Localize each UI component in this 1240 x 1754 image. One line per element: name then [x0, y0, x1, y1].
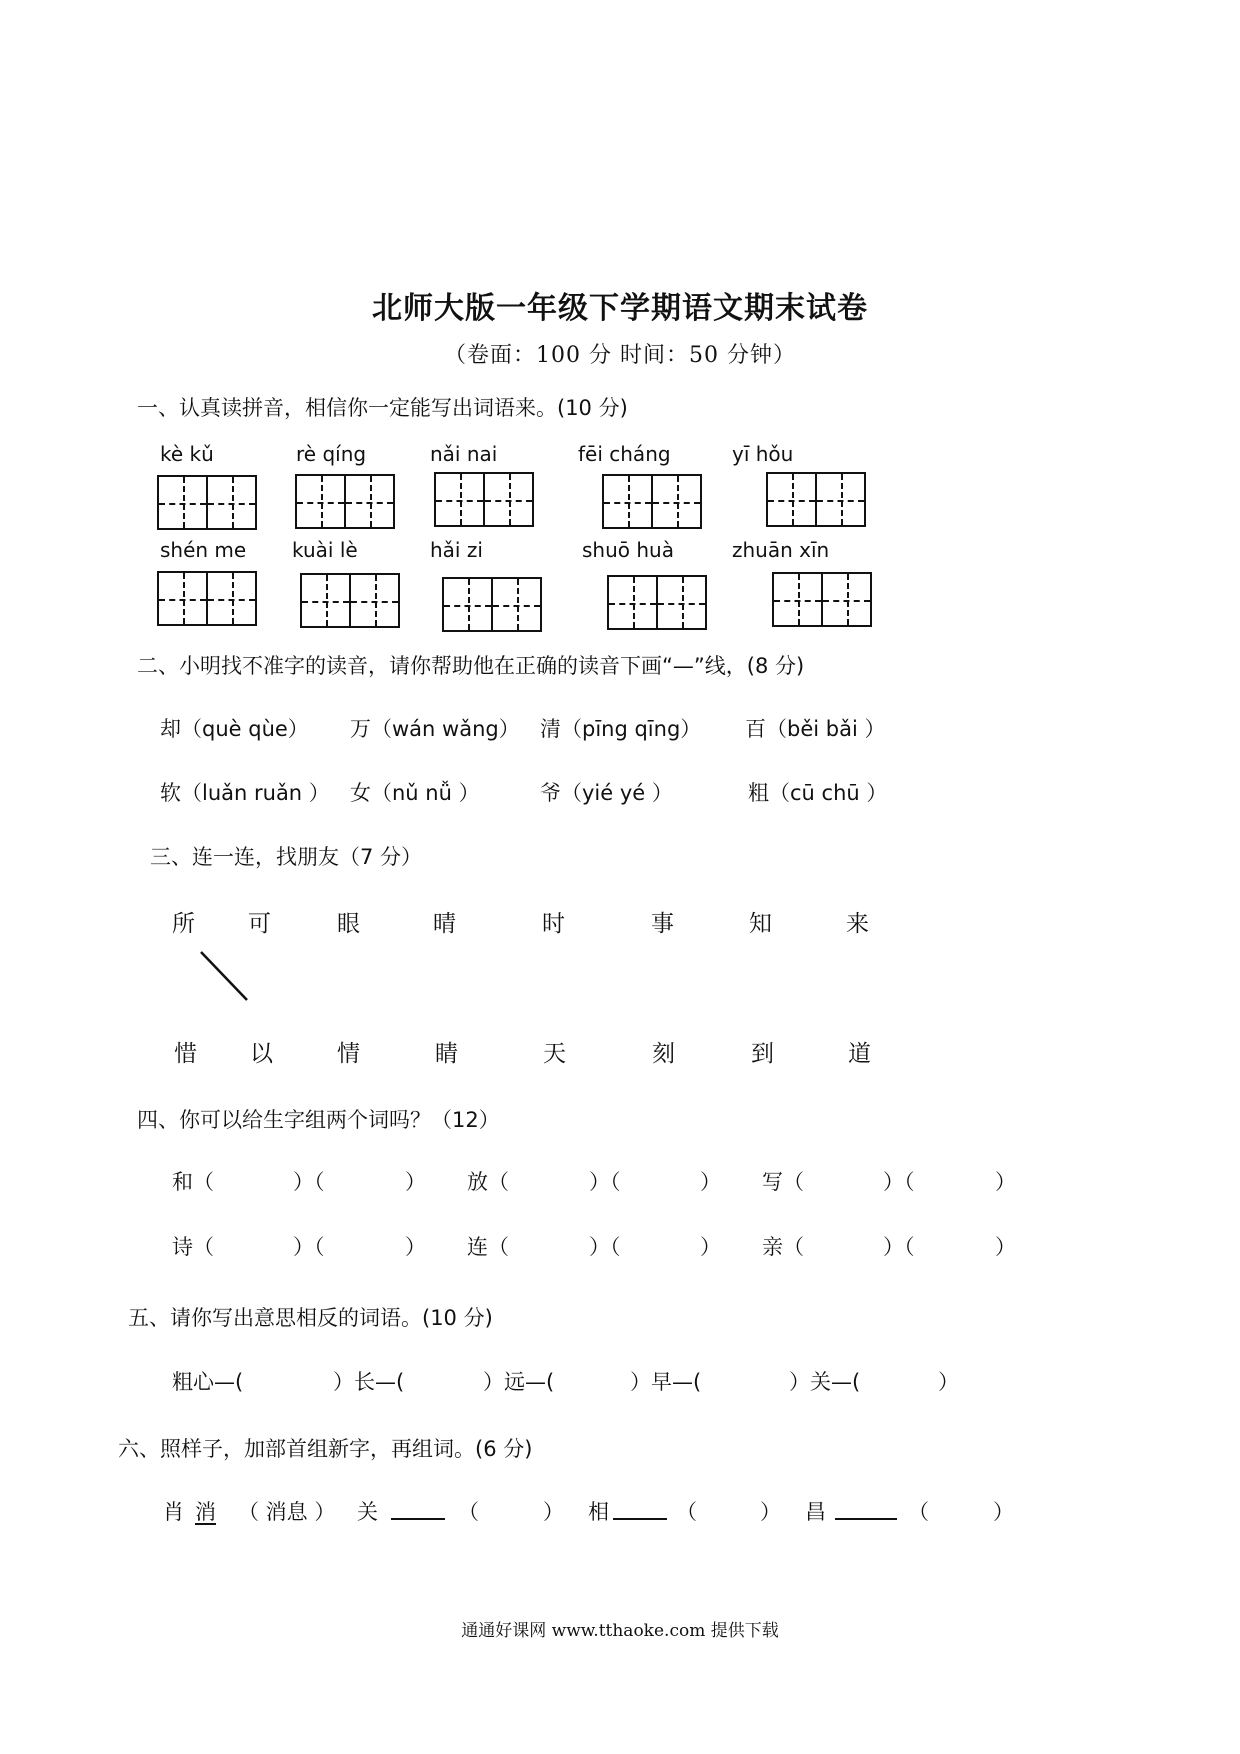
match-char-top[interactable]: 眼: [337, 911, 360, 937]
reading-choice[interactable]: 万（wán wǎng）: [350, 717, 520, 741]
match-char-bottom[interactable]: 情: [337, 1041, 360, 1067]
match-char-top[interactable]: 所: [172, 911, 195, 937]
section-6-title: 六、照样子，加部首组新字，再组词。(6 分): [118, 1437, 533, 1461]
word-blank-open[interactable]: （: [458, 1500, 479, 1524]
antonym-blank-close[interactable]: ）: [938, 1370, 959, 1394]
reading-choice[interactable]: 爷（yié yé ）: [540, 781, 673, 805]
word-blank-close[interactable]: ）: [405, 1170, 426, 1194]
pinyin-label: fēi cháng: [578, 442, 671, 466]
new-char-blank[interactable]: [391, 1500, 445, 1520]
writing-grid[interactable]: [766, 472, 866, 527]
word-blank-open[interactable]: （: [908, 1500, 929, 1524]
antonym-blank[interactable]: ）长—(: [333, 1370, 405, 1394]
word-blank-close[interactable]: ）: [995, 1235, 1016, 1259]
pinyin-label: shén me: [160, 538, 247, 562]
reading-choice[interactable]: 清（pīng qīng）: [540, 717, 702, 741]
pinyin-label: rè qíng: [296, 442, 367, 466]
section-2-title: 二、小明找不准字的读音，请你帮助他在正确的读音下画“—”线，(8 分): [137, 654, 805, 678]
writing-grid[interactable]: [442, 577, 542, 632]
reading-choice[interactable]: 却（què qùe）: [160, 717, 309, 741]
word-blank-close[interactable]: ）: [700, 1235, 721, 1259]
word-blank-open[interactable]: 连（: [467, 1235, 509, 1259]
word-blank-open[interactable]: 和（: [172, 1170, 214, 1194]
example-new-char: 消: [195, 1500, 216, 1524]
word-blank-close[interactable]: ）: [405, 1235, 426, 1259]
example-word: （ 消息 ）: [238, 1500, 336, 1524]
writing-grid[interactable]: [607, 575, 707, 630]
writing-grid[interactable]: [157, 571, 257, 626]
word-blank-open[interactable]: 诗（: [172, 1235, 214, 1259]
example-char: 肖: [163, 1500, 184, 1524]
writing-grid[interactable]: [295, 474, 395, 529]
base-char: 相: [588, 1500, 609, 1524]
match-char-bottom[interactable]: 以: [250, 1041, 273, 1067]
word-blank-open[interactable]: 放（: [467, 1170, 509, 1194]
section-3-title: 三、连一连，找朋友（7 分）: [150, 845, 423, 869]
pinyin-label: hǎi zi: [430, 538, 483, 562]
base-char: 关: [357, 1500, 378, 1524]
writing-grid[interactable]: [157, 475, 257, 530]
writing-grid[interactable]: [772, 572, 872, 627]
new-char-blank[interactable]: [835, 1500, 897, 1520]
match-char-top[interactable]: 知: [749, 911, 772, 937]
word-blank-close[interactable]: ）: [993, 1500, 1014, 1524]
base-char: 昌: [805, 1500, 826, 1524]
match-char-bottom[interactable]: 惜: [174, 1041, 197, 1067]
antonym-blank[interactable]: ）远—(: [483, 1370, 555, 1394]
match-char-top[interactable]: 事: [651, 911, 674, 937]
word-blank-close[interactable]: ）: [700, 1170, 721, 1194]
word-blank-close[interactable]: ）: [995, 1170, 1016, 1194]
word-blank-open[interactable]: 写（: [762, 1170, 804, 1194]
page-title: 北师大版一年级下学期语文期末试卷: [372, 291, 868, 326]
section-4-title: 四、你可以给生字组两个词吗？（12）: [137, 1108, 500, 1132]
new-char-blank[interactable]: [613, 1500, 667, 1520]
word-blank-mid[interactable]: ）（: [293, 1235, 325, 1259]
example-connecting-line: [195, 940, 255, 1005]
antonym-blank[interactable]: ）关—(: [789, 1370, 861, 1394]
match-char-top[interactable]: 晴: [433, 911, 456, 937]
word-blank-mid[interactable]: ）（: [589, 1235, 621, 1259]
exam-info: （卷面：100 分 时间：50 分钟）: [444, 343, 796, 368]
pinyin-label: nǎi nai: [430, 442, 498, 466]
reading-choice[interactable]: 软（luǎn ruǎn ）: [160, 781, 330, 805]
pinyin-label: shuō huà: [582, 538, 674, 562]
match-char-bottom[interactable]: 到: [751, 1041, 774, 1067]
word-blank-mid[interactable]: ）（: [293, 1170, 325, 1194]
word-blank-mid[interactable]: ）（: [589, 1170, 621, 1194]
footer-credit: 通通好课网 www.tthaoke.com 提供下载: [461, 1621, 779, 1641]
word-blank-close[interactable]: ）: [543, 1500, 564, 1524]
reading-choice[interactable]: 百（běi bǎi ）: [745, 717, 886, 741]
section-1-title: 一、认真读拼音，相信你一定能写出词语来。(10 分): [137, 396, 628, 420]
word-blank-open[interactable]: 亲（: [762, 1235, 804, 1259]
reading-choice[interactable]: 女（nǔ nǚ ）: [350, 781, 480, 805]
reading-choice[interactable]: 粗（cū chū ）: [748, 781, 888, 805]
pinyin-label: kuài lè: [292, 538, 358, 562]
writing-grid[interactable]: [602, 474, 702, 529]
match-char-top[interactable]: 来: [846, 911, 869, 937]
writing-grid[interactable]: [434, 472, 534, 527]
antonym-blank[interactable]: ）早—(: [630, 1370, 702, 1394]
word-blank-close[interactable]: ）: [760, 1500, 781, 1524]
writing-grid[interactable]: [300, 573, 400, 628]
word-blank-open[interactable]: （: [676, 1500, 697, 1524]
pinyin-label: kè kǔ: [160, 442, 214, 466]
match-char-bottom[interactable]: 睛: [435, 1041, 458, 1067]
word-blank-mid[interactable]: ）（: [883, 1235, 915, 1259]
match-char-top[interactable]: 时: [542, 911, 565, 937]
match-char-bottom[interactable]: 道: [848, 1041, 871, 1067]
word-blank-mid[interactable]: ）（: [883, 1170, 915, 1194]
pinyin-label: yī hǒu: [732, 442, 794, 466]
match-char-bottom[interactable]: 刻: [652, 1041, 675, 1067]
match-char-bottom[interactable]: 天: [543, 1041, 566, 1067]
match-char-top[interactable]: 可: [248, 911, 271, 937]
pinyin-label: zhuān xīn: [732, 538, 830, 562]
section-5-title: 五、请你写出意思相反的词语。(10 分): [128, 1306, 493, 1330]
antonym-blank[interactable]: 粗心—(: [172, 1370, 244, 1394]
